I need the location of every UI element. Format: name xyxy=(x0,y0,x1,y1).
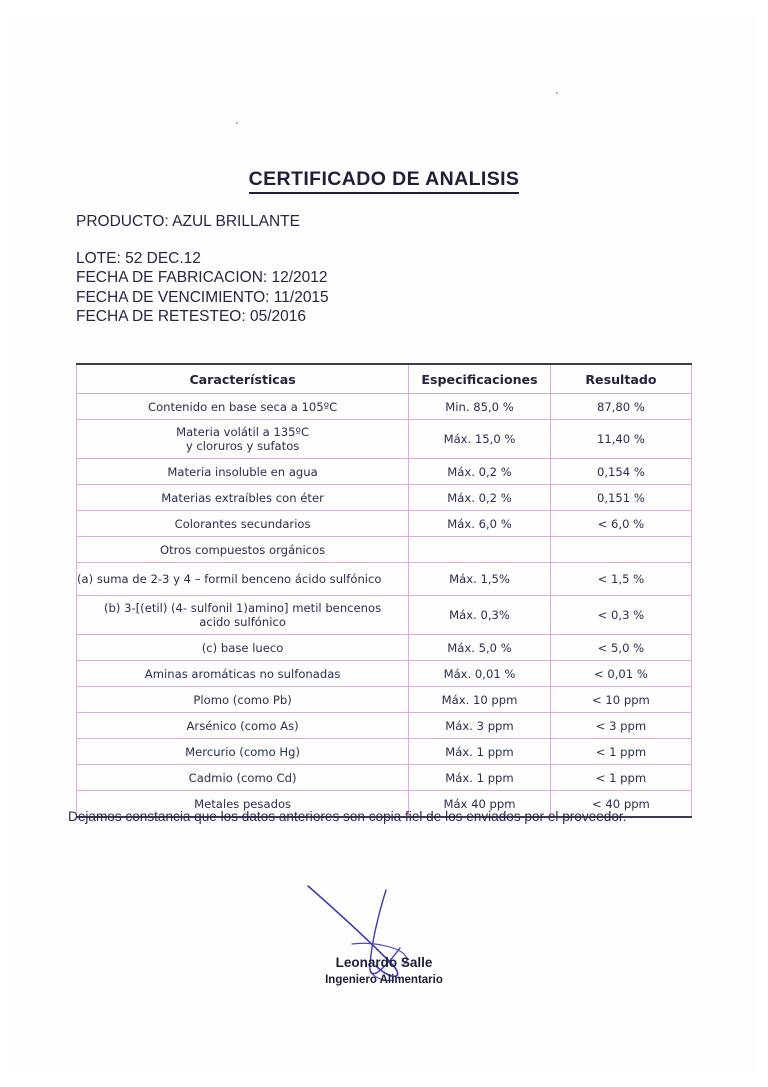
cell-result: < 0,3 % xyxy=(550,596,691,635)
cell-characteristic: Metales pesados xyxy=(77,791,409,818)
cell-spec: Máx. 15,0 % xyxy=(409,420,551,459)
lot-line: LOTE: 52 DEC.12 xyxy=(76,249,201,267)
cell-result: < 10 ppm xyxy=(550,687,691,713)
cell-result: < 6,0 % xyxy=(550,511,691,537)
page-title-text: CERTIFICADO DE ANALISIS xyxy=(249,168,520,194)
cell-result: 0,151 % xyxy=(550,485,691,511)
page-edge-top xyxy=(0,0,768,16)
product-line: PRODUCTO: AZUL BRILLANTE xyxy=(76,213,300,230)
document-metadata xyxy=(76,214,329,329)
cell-spec: Min. 85,0 % xyxy=(409,394,551,420)
table-row xyxy=(77,661,692,687)
table-row xyxy=(77,563,692,596)
cell-result: 87,80 % xyxy=(550,394,691,420)
cell-characteristic: Materias extraíbles con éter xyxy=(77,485,409,511)
table-row-section xyxy=(77,537,692,563)
cell-characteristic: Arsénico (como As) xyxy=(77,713,409,739)
page-edge-bottom xyxy=(0,1073,768,1087)
signer-name: Leonardo Salle xyxy=(335,955,433,970)
page-title xyxy=(0,168,768,191)
cell-line-1: (b) 3-[(etil) (4- sulfonil 1)amino] metil bencenos xyxy=(104,600,382,615)
cell-spec: Máx. 10 ppm xyxy=(409,687,551,713)
signer-role: Ingeniero Alimentario xyxy=(325,974,443,986)
header-specifications: Especificaciones xyxy=(409,364,551,394)
table-row xyxy=(77,713,692,739)
table-body xyxy=(77,394,692,818)
cell-characteristic: Materia insoluble en agua xyxy=(77,459,409,485)
cell-spec: Máx. 0,2 % xyxy=(409,459,551,485)
cell-spec: Máx. 1 ppm xyxy=(409,739,551,765)
cell-characteristic: Contenido en base seca a 105ºC xyxy=(77,394,409,420)
header-result: Resultado xyxy=(550,364,691,394)
cell-result: < 3 ppm xyxy=(550,713,691,739)
table-row xyxy=(77,420,692,459)
table-row xyxy=(77,739,692,765)
cell-characteristic xyxy=(77,420,409,459)
closing-note: Dejamos constancia que los datos anteriores son copia fiel de los enviados por el proveedor. xyxy=(68,809,627,824)
cell-line-1: Materia volátil a 135ºC xyxy=(176,424,310,439)
cell-spec: Máx. 1 ppm xyxy=(409,765,551,791)
table-row xyxy=(77,485,692,511)
cell-result: < 0,01 % xyxy=(550,661,691,687)
table-row xyxy=(77,394,692,420)
table-row xyxy=(77,511,692,537)
cell-result: < 40 ppm xyxy=(550,791,691,818)
cell-spec xyxy=(409,537,551,563)
expiry-date-line: FECHA DE VENCIMIENTO: 11/2015 xyxy=(76,288,329,306)
cell-characteristic: Cadmio (como Cd) xyxy=(77,765,409,791)
scan-speck xyxy=(556,92,558,94)
table-row xyxy=(77,687,692,713)
cell-spec: Máx. 0,01 % xyxy=(409,661,551,687)
cell-characteristic xyxy=(77,596,409,635)
cell-line-2: y cloruros y sufatos xyxy=(185,439,300,453)
cell-result: < 1 ppm xyxy=(550,739,691,765)
cell-characteristic: (a) suma de 2-3 y 4 – formil benceno ácido sulfónico xyxy=(77,563,409,596)
table-row xyxy=(77,596,692,635)
cell-result xyxy=(550,537,691,563)
cell-characteristic: Otros compuestos orgánicos xyxy=(77,537,409,563)
cell-result: < 1 ppm xyxy=(550,765,691,791)
cell-spec: Máx. 1,5% xyxy=(409,563,551,596)
table-row xyxy=(77,459,692,485)
cell-result: < 5,0 % xyxy=(550,635,691,661)
cell-characteristic: Aminas aromáticas no sulfonadas xyxy=(77,661,409,687)
cell-characteristic: (c) base lueco xyxy=(77,635,409,661)
cell-characteristic: Mercurio (como Hg) xyxy=(77,739,409,765)
header-characteristics: Características xyxy=(77,364,409,394)
analysis-table xyxy=(76,363,692,818)
cell-result: 0,154 % xyxy=(550,459,691,485)
signature-block xyxy=(0,880,768,1010)
cell-spec: Máx. 0,3% xyxy=(409,596,551,635)
cell-characteristic: Colorantes secundarios xyxy=(77,511,409,537)
manufacture-date-line: FECHA DE FABRICACION: 12/2012 xyxy=(76,269,328,286)
cell-characteristic: Plomo (como Pb) xyxy=(77,687,409,713)
table-row xyxy=(77,635,692,661)
table-header-row xyxy=(77,364,692,394)
retest-date-line: FECHA DE RETESTEO: 05/2016 xyxy=(76,308,307,325)
cell-result: < 1,5 % xyxy=(550,563,691,596)
cell-spec: Máx. 6,0 % xyxy=(409,511,551,537)
cell-spec: Máx. 5,0 % xyxy=(409,635,551,661)
scan-speck xyxy=(236,122,238,124)
table-row xyxy=(77,765,692,791)
cell-spec: Máx 40 ppm xyxy=(409,791,551,818)
cell-spec: Máx. 0,2 % xyxy=(409,485,551,511)
cell-result: 11,40 % xyxy=(550,420,691,459)
cell-spec: Máx. 3 ppm xyxy=(409,713,551,739)
cell-line-2: acido sulfónico xyxy=(199,615,286,629)
